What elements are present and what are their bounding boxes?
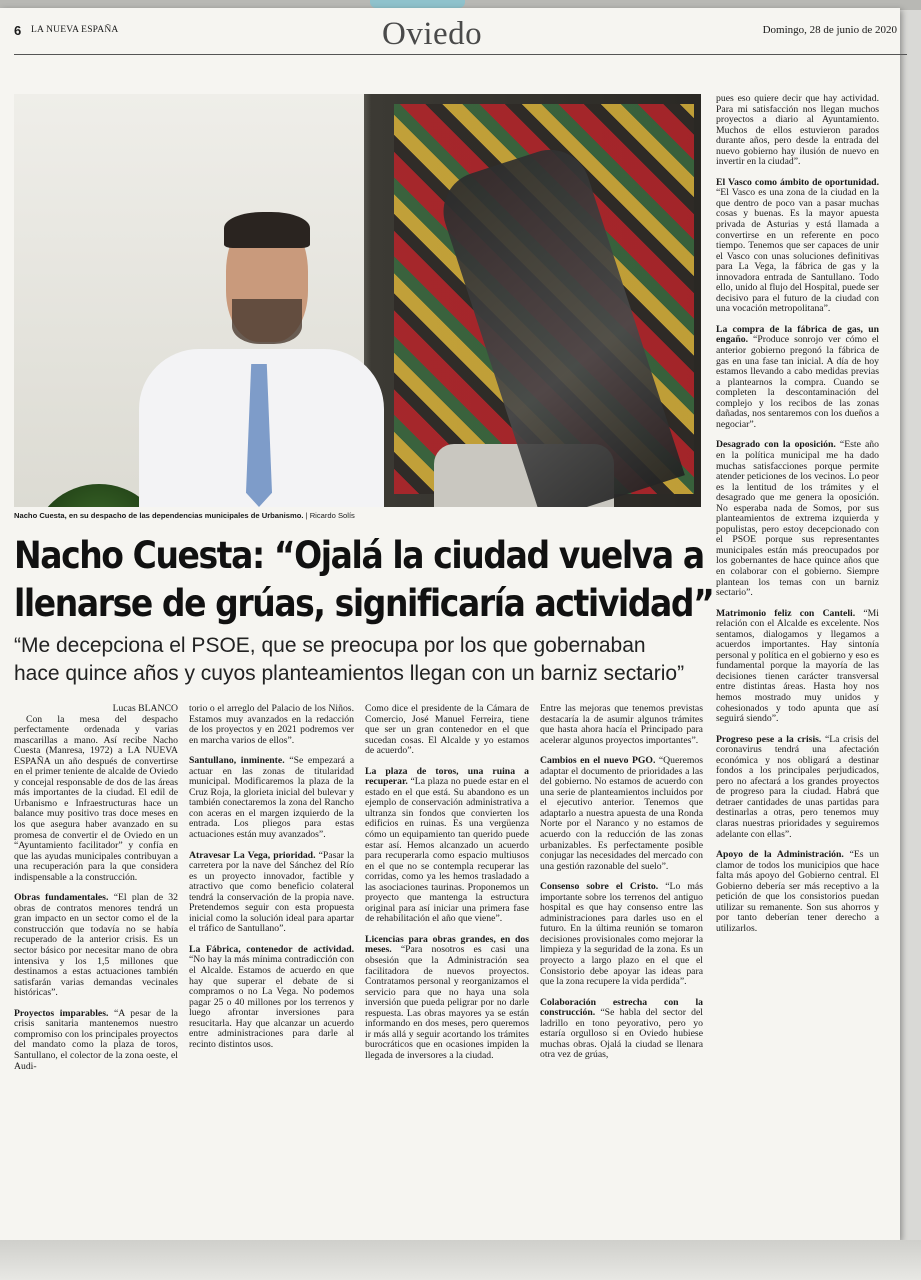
page-bottom-edge [0, 1240, 921, 1280]
publication-date: Domingo, 28 de junio de 2020 [762, 24, 897, 36]
headline: Nacho Cuesta: “Ojalá la ciudad vuelva a llenarse de grúas, significaría actividad” [14, 533, 714, 625]
byline: Lucas BLANCO [112, 703, 178, 714]
top-binder-tab [370, 0, 465, 8]
article-column-2: torio o el arreglo del Palacio de los Niños. Estamos muy avanzados en la redacción de los proyectos y en 2021 podremos ver en marcha varios de ellos”. Santullano, inminente. “Se empezará a actuar en las zonas de titularidad municipal. Modificaremos la plaza de la Cruz Roja, la glorieta inicial del bulevar y también conectaremos la zona del Rancho con aceras en el margen izquierdo de la entrada. Los pliegos para estas actuaciones están muy avanzados”. Atravesar La Vega, prioridad. “Pasar la carretera por la nave del Sánchez del Río es un proyecto innovador, factible y atractivo que como beneficio colateral tendrá la conservación de la propia nave. Pretendemos seguir con esta propuesta inicial como la solución ideal para apartar el tráfico de Santullano”. La Fábrica, contenedor de actividad. “No hay la más mínima contradicción con el Alcalde. Estamos de acuerdo en que hay que superar el debate de si compramos o no La Vega. No podemos pagar 25 o 40 millones por los terrenos y luego afrontar inversiones para resucitarla. Hay que alcanzar un acuerdo entre administraciones para darle al recinto distintos usos. [189, 703, 354, 1050]
photo-caption: Nacho Cuesta, en su despacho de las dependencias municipales de Urbanismo. | Ricardo Solís [14, 511, 355, 520]
subheadline: “Me decepciona el PSOE, que se preocupa por los que gobernaban hace quince años y cuyos planteamientos llegan con un barniz sectario” [14, 634, 685, 685]
article-column-1: Lucas BLANCO Con la mesa del despacho perfectamente ordenada y varias mascarillas a mano. Así recibe Nacho Cuesta (Manresa, 1972) a LA NUEVA ESPAÑA un año después de convertirse en el primer teniente de alcalde de Oviedo y concejal responsable de dos de las áreas más importantes de la ciudad. El edil de Urbanismo e Infraestructuras hace un balance muy positivo tras doce meses en los que asegura haber avanzado en su promesa de convertir el de Oviedo en un “Ayuntamiento facilitador” y confía en que las ayudas municipales contribuyan a una recuperación para la que considera indispensable a la construcción. Obras fundamentales. “El plan de 32 obras de contratos menores tendrá un gran impacto en un sector como el de la construcción que todavía no se había recuperado de la anterior crisis. Es un sector básico por necesitar mano de obra intensiva y los 1,5 millones que destinamos a estas actuaciones también satisfarán varias demandas vecinales históricas”. Proyectos imparables. “A pesar de la crisis sanitaria mantenemos nuestro compromiso con los principales proyectos del mandato como la plaza de toros, Santullano, el colector de la zona oeste, el Audi- [14, 703, 178, 1072]
header-rule [14, 54, 907, 55]
article-photo [14, 94, 701, 507]
article-column-3: Como dice el presidente de la Cámara de Comercio, José Manuel Ferreira, tiene que ser un gran contenedor en el que sucedan cosas. El Alcalde y yo estamos de acuerdo”. La plaza de toros, una ruina a recuperar. “La plaza no puede estar en el estado en el que está. Su abandono es un ejemplo de conservación administrativa a ultranza sin fondos que convierten los edificios en ruinas. Es una vergüenza cómo un equipamiento tan querido puede estar así. Hemos alcanzado un acuerdo para recuperarla como espacio multiusos en el que no se contempla recuperar las corridas, como ya les hemos trasladado a las asociaciones taurinas. Proponemos un proyecto que mantenga la estructura original para así iniciar una primera fase de rehabilitación el año que viene”. Licencias para obras grandes, en dos meses. “Para nosotros es casi una obsesión que la Administración sea facilitadora de nuevos proyectos. Contratamos personal y reorganizamos el servicio para que no haya una sola inversión que pueda peligrar por no darle respuesta. Las obras mayores ya se están informando en dos meses, pero queremos ir más allá y seguir acortando los trámites burocráticos que en ocasiones impiden la llegada de inversores a la ciudad. [365, 703, 529, 1061]
article-column-4: Entre las mejoras que tenemos previstas destacaría la de asumir algunos trámites que hasta ahora hacía el Principado para acelerar algunos proyectos importantes”. Cambios en el nuevo PGO. “Queremos adaptar el documento de prioridades a las del gobierno. No estamos de acuerdo con una serie de planteamientos incluidos por el ejecutivo anterior. Tenemos que adaptarlo a nuestra apuesta de una Ronda Norte por el Naranco y no estamos de acuerdo con la reducción de las zonas urbanizables. Es perfectamente posible conjugar las necesidades del mercado con una gestión razonable del suelo”. Consenso sobre el Cristo. “Lo más importante sobre los terrenos del antiguo hospital es que hay consenso entre las administraciones para darles uso en el futuro. En la última reunión se tomaron decisiones provisionales como mejorar la limpieza y la seguridad de la zona. Es un proyecto a largo plazo en el que el Consistorio debe apoyar las ideas para que la zona recupere la vida perdida”. Colaboración estrecha con la construcción. “Se habla del sector del ladrillo en tono peyorativo, pero yo estaría orgulloso si en Oviedo hubiese muchas obras. Ojalá la ciudad se llenara otra vez de grúas, [540, 703, 703, 1061]
section-title: Oviedo [382, 16, 483, 52]
newspaper-name: LA NUEVA ESPAÑA [31, 25, 119, 35]
article-column-5: pues eso quiere decir que hay actividad. Para mi satisfacción nos llegan muchos proyectos a diario al Ayuntamiento. Muchos de ellos estuvieron parados durante años, pero desde la entrada del nuevo gobierno hay ilusión de nuevo en invertir en la ciudad”. El Vasco como ámbito de oportunidad. “El Vasco es una zona de la ciudad en la que dentro de poco van a pasar muchas cosas y buenas. Es la mayor apuesta privada de Asturias y está llamada a convertirse en un referente en poco tiempo. Tenemos que ser capaces de unir el Vasco con unas soluciones definitivas para La Vega, la fábrica de gas y la innovadora entrada de Santullano. Todo ello, unido al flujo del Hospital, puede ser decisivo para el futuro de la ciudad con una vocación metropolitana”. La compra de la fábrica de gas, un engaño. “Produce sonrojo ver cómo el anterior gobierno pregonó la fábrica de gas en una fase tan inicial. A día de hoy estamos llevando a cabo medidas previas a plantearnos la compra. Cuando se completen la descontaminación del complejo y los recibos de las zonas dañadas, nos sentaremos con los dueños a negociar”. Desagrado con la oposición. “Este año en la política municipal me ha dado muchas satisfacciones porque permite atender peticiones de los vecinos. Lo peor es la lentitud de los trámites y el desagrado que me genera la oposición. No esperaba nada de Somos, por sus planteamientos de extrema izquierda y populistas, pero estoy decepcionado con el PSOE porque sus representantes municipales están más preocupados por los gobernantes de hace quince años que en colaborar con el gobierno. Siempre plantean los temas con un barniz sectario”. Matrimonio feliz con Canteli. “Mi relación con el Alcalde es excelente. Nos sentamos, dialogamos y llegamos a acuerdos importantes. Hay sintonía personal y política en el gobierno y eso es fundamental porque la mayoría de las decisiones tienen carácter transversal entre distintas áreas. Hasta hoy nos hemos mostrado muy unidos y cohesionados y todo apunta que así seguirá siendo”. Progreso pese a la crisis. “La crisis del coronavirus tendrá una afectación económica y nos obligará a destinar fondos a los principales perjudicados, pero no afectará a los grandes proyectos de progreso para la ciudad. Habrá que detraer cantidades de unas partidas para destinarlas a otras, pero tenemos muy claras nuestras prioridades y seguiremos adelante con ellas”. Apoyo de la Administración. “Es un clamor de todos los municipios que hace falta más apoyo del Gobierno central. El Gobierno debería ser más receptivo a la petición de que los consistorios puedan utilizar su remanente. Son sus ahorros y por tanto deberían tener derecho a utilizarlos. [716, 93, 879, 934]
page-number: 6 [14, 23, 22, 38]
